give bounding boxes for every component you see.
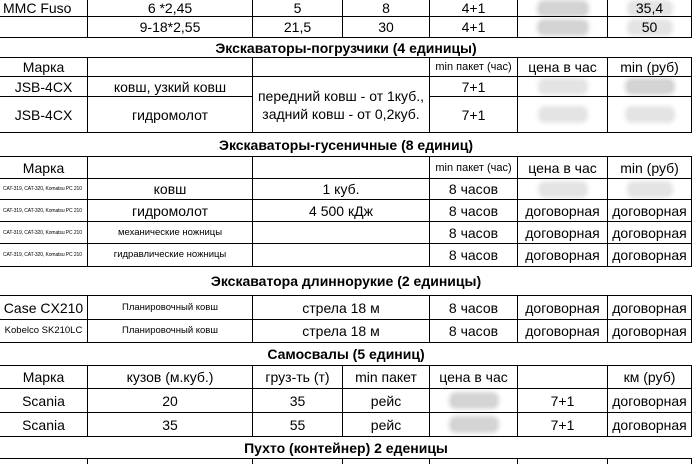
price-cell[interactable]: договорная — [518, 320, 608, 343]
brand-cell[interactable]: CAT-319, CAT-320, Komatsu PC 210 — [0, 179, 88, 200]
equipment-cell[interactable]: гидромолот — [88, 200, 253, 222]
value-cell[interactable]: 8 — [343, 0, 430, 17]
redacted-cell[interactable] — [518, 97, 608, 133]
redacted-cell[interactable] — [430, 413, 518, 437]
equipment-cell[interactable]: ковш — [88, 179, 253, 200]
min-pack-cell[interactable]: 8 часов — [430, 320, 518, 343]
min-rub-header[interactable]: min (руб) — [608, 157, 692, 179]
capacity-cell[interactable]: 55 — [253, 413, 343, 437]
min-rub-cell[interactable]: договорная — [608, 244, 692, 267]
redacted-value — [541, 109, 585, 120]
min-pack-header[interactable]: min пакет (час) — [430, 157, 518, 179]
redacted-cell[interactable] — [608, 77, 692, 97]
brand-cell[interactable] — [0, 17, 88, 38]
redacted-cell[interactable] — [518, 17, 608, 38]
redacted-value — [540, 22, 586, 33]
brand-cell[interactable]: Kobelco SK210LC — [0, 320, 88, 343]
brand-cell[interactable]: Case CX210 — [0, 296, 88, 320]
spec-cell[interactable]: 1 куб. — [253, 179, 430, 200]
min-pack-cell[interactable]: 7+1 — [430, 77, 518, 97]
brand-cell[interactable]: Scania — [0, 389, 88, 413]
body-cell[interactable]: 6 *2,45 — [88, 0, 253, 17]
table-row — [0, 413, 692, 437]
table-row — [0, 0, 692, 17]
redacted-cell[interactable] — [518, 0, 608, 17]
table-row — [0, 17, 692, 38]
redacted-value — [452, 395, 496, 406]
extra-cell[interactable]: 7+1 — [518, 389, 608, 413]
km-cell[interactable]: 35,4 — [608, 0, 692, 17]
equipment-cell[interactable]: ковш, узкий ковш — [88, 77, 253, 97]
redacted-value — [540, 3, 586, 14]
empty-cell[interactable] — [518, 459, 608, 464]
equipment-cell[interactable]: гидравлические ножницы — [88, 244, 253, 267]
table-row — [0, 296, 692, 320]
min-rub-cell[interactable]: договорная — [608, 320, 692, 343]
value-cell[interactable]: 30 — [343, 17, 430, 38]
redacted-value — [628, 81, 672, 92]
brand-cell[interactable]: CAT-319, CAT-320, Komatsu PC 210 — [0, 244, 88, 267]
redacted-value — [630, 184, 670, 195]
brand-cell[interactable]: MMC Fuso — [0, 0, 88, 17]
section-title: Самосвалы (5 единиц) — [0, 343, 692, 366]
redacted-value — [541, 81, 585, 92]
min-pack-cell[interactable]: 8 часов — [430, 179, 518, 200]
table-header-row — [0, 366, 692, 389]
empty-cell[interactable] — [608, 459, 692, 464]
pack-cell[interactable]: 4+1 — [430, 0, 518, 17]
min-pack-cell[interactable]: 8 часов — [430, 200, 518, 222]
table-row — [0, 244, 692, 267]
price-hour-header[interactable]: цена в час — [518, 157, 608, 179]
price-hour-header[interactable]: цена в час — [518, 58, 608, 77]
km-cell[interactable]: договорная — [608, 413, 692, 437]
min-pack-cell[interactable]: 8 часов — [430, 222, 518, 244]
brand-cell[interactable]: CAT-319, CAT-320, Komatsu PC 210 — [0, 222, 88, 244]
min-pack-cell[interactable]: рейс — [343, 389, 430, 413]
equipment-cell[interactable]: Планировочный ковш — [88, 296, 253, 320]
empty-cell[interactable] — [518, 366, 608, 389]
table-row — [0, 179, 692, 200]
brand-header[interactable]: Марка — [0, 366, 88, 389]
km-cell[interactable]: 50 — [608, 17, 692, 38]
bucket-note-cell[interactable]: передний ковш - от 1куб., задний ковш - от 0,2куб. — [253, 77, 430, 133]
min-rub-cell[interactable]: договорная — [608, 222, 692, 244]
section-title: Экскаваторы-погрузчики (4 единицы) — [0, 38, 692, 58]
min-pack-cell[interactable]: 7+1 — [430, 97, 518, 133]
empty-cell[interactable] — [88, 58, 253, 77]
brand-cell[interactable]: CAT-319, CAT-320, Komatsu PC 210 — [0, 200, 88, 222]
spec-cell[interactable]: стрела 18 м — [253, 296, 430, 320]
km-header[interactable]: км (руб) — [608, 366, 692, 389]
redacted-cell[interactable] — [608, 97, 692, 133]
km-cell[interactable]: договорная — [608, 389, 692, 413]
price-cell[interactable]: договорная — [518, 244, 608, 267]
redacted-value — [628, 109, 672, 120]
section-title: Пухто (контейнер) 2 еденицы — [0, 437, 692, 459]
empty-cell[interactable] — [430, 459, 518, 464]
empty-cell[interactable] — [88, 459, 253, 464]
spec-cell[interactable]: 4 500 кДж — [253, 200, 430, 222]
table-header-row — [0, 58, 692, 77]
price-cell[interactable]: договорная — [518, 222, 608, 244]
capacity-cell[interactable]: 21,5 — [253, 17, 343, 38]
price-cell[interactable]: договорная — [518, 200, 608, 222]
redacted-value — [541, 184, 585, 195]
redacted-value — [452, 419, 496, 430]
section-title: Экскаватора длиннорукие (2 единицы) — [0, 267, 692, 296]
capacity-cell[interactable]: 5 — [253, 0, 343, 17]
spec-cell[interactable]: стрела 18 м — [253, 320, 430, 343]
body-cell[interactable]: 20 — [88, 389, 253, 413]
table-row — [0, 222, 692, 244]
min-pack-header[interactable]: min пакет — [343, 366, 430, 389]
brand-header[interactable]: Марка — [0, 157, 88, 179]
equipment-cell[interactable]: механические ножницы — [88, 222, 253, 244]
section-title: Экскаваторы-гусеничные (8 единиц) — [0, 133, 692, 157]
min-rub-cell[interactable]: договорная — [608, 200, 692, 222]
redacted-cell[interactable] — [518, 77, 608, 97]
empty-cell[interactable] — [253, 157, 430, 179]
min-rub-header[interactable]: min (руб) — [608, 58, 692, 77]
table-row — [0, 200, 692, 222]
empty-cell[interactable] — [253, 459, 343, 464]
body-cell[interactable]: 35 — [88, 413, 253, 437]
body-header[interactable]: кузов (м.куб.) — [88, 366, 253, 389]
body-cell[interactable]: 9-18*2,55 — [88, 17, 253, 38]
table-row — [0, 320, 692, 343]
redacted-cell[interactable] — [518, 179, 608, 200]
redacted-cell[interactable] — [608, 179, 692, 200]
table-header-row — [0, 157, 692, 179]
empty-cell[interactable] — [0, 459, 88, 464]
pack-cell[interactable]: 4+1 — [430, 17, 518, 38]
empty-cell[interactable] — [253, 58, 430, 77]
redacted-cell[interactable] — [430, 389, 518, 413]
capacity-header[interactable]: груз-ть (т) — [253, 366, 343, 389]
spec-cell[interactable] — [253, 244, 430, 267]
equipment-cell[interactable]: гидромолот — [88, 97, 253, 133]
min-rub-cell[interactable]: договорная — [608, 296, 692, 320]
brand-cell[interactable]: Scania — [0, 413, 88, 437]
min-pack-cell[interactable]: рейс — [343, 413, 430, 437]
table-row — [0, 459, 692, 464]
brand-header[interactable]: Марка — [0, 58, 88, 77]
spec-cell[interactable] — [253, 222, 430, 244]
min-pack-cell[interactable]: 8 часов — [430, 244, 518, 267]
extra-cell[interactable]: 7+1 — [518, 413, 608, 437]
capacity-cell[interactable]: 35 — [253, 389, 343, 413]
brand-cell[interactable]: JSB-4CX — [0, 77, 88, 97]
equipment-cell[interactable]: Планировочный ковш — [88, 320, 253, 343]
min-pack-header[interactable]: min пакет (час) — [430, 58, 518, 77]
table-row — [0, 389, 692, 413]
price-cell[interactable]: договорная — [518, 296, 608, 320]
empty-cell[interactable] — [343, 459, 430, 464]
price-hour-header[interactable]: цена в час — [430, 366, 518, 389]
empty-cell[interactable] — [88, 157, 253, 179]
min-pack-cell[interactable]: 8 часов — [430, 296, 518, 320]
brand-cell[interactable]: JSB-4CX — [0, 97, 88, 133]
